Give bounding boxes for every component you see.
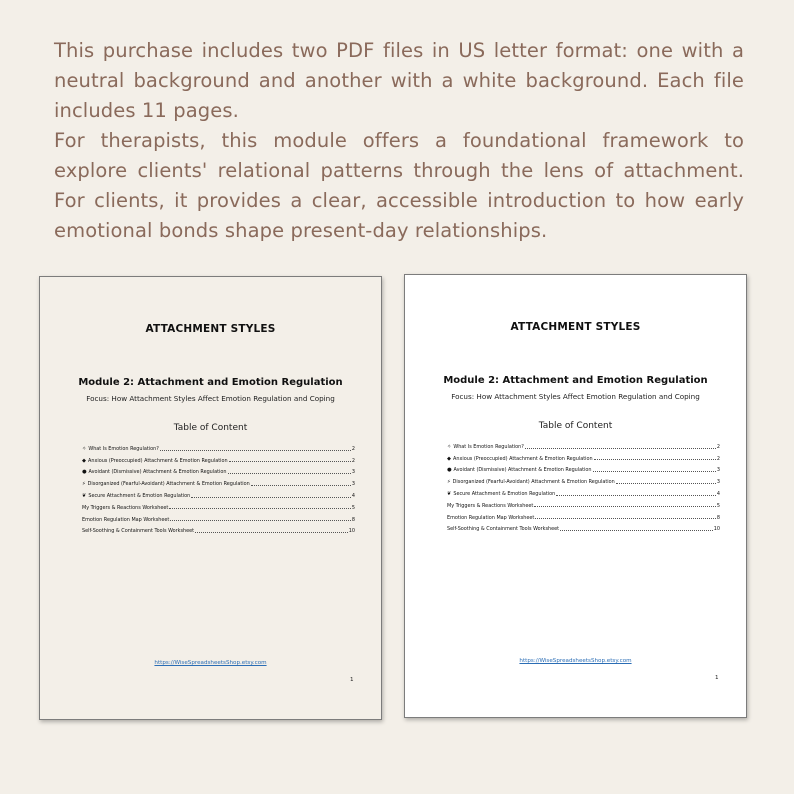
toc-item[interactable]: [447, 450, 720, 462]
toc-item-page: 2: [716, 455, 720, 462]
toc-item-page: 3: [716, 479, 720, 486]
toc-item-label: Secure Attachment & Emotion Regulation: [88, 492, 191, 499]
toc-item-page: 8: [716, 514, 720, 521]
toc-leader-dots: [228, 473, 351, 474]
diamond-icon: ◆: [447, 455, 451, 462]
pdf-page-neutral: [39, 276, 382, 720]
toc-item-page: 5: [351, 504, 355, 511]
circle-icon: ●: [447, 467, 452, 474]
page-number: 1: [350, 677, 354, 683]
intro-text: [54, 36, 744, 246]
toc-item-label: Disorganized (Fearful-Avoidant) Attachment & Emotion Regulation: [452, 479, 615, 486]
toc-item-page: 3: [351, 481, 355, 488]
toc-item-label: Avoidant (Dismissive) Attachment & Emotion Regulation: [88, 469, 227, 476]
toc-leader-dots: [160, 450, 351, 451]
intro-paragraph-1: This purchase includes two PDF files in US letter format: one with a neutral background and another with a white background. Each file includes 11 pages.: [54, 39, 744, 122]
toc-item-label: What Is Emotion Regulation?: [453, 443, 524, 450]
toc-item-label: Secure Attachment & Emotion Regulation: [453, 490, 556, 497]
toc-item-label: Emotion Regulation Map Worksheet: [82, 516, 170, 523]
toc-leader-dots: [593, 471, 716, 472]
intro-paragraph-2: For therapists, this module offers a foundational framework to explore clients' relational patterns through the lens of attachment. For clients, it provides a clear, accessible introduction to how early emotional bonds shape present-day relationships.: [54, 129, 744, 242]
toc-item[interactable]: [82, 452, 355, 464]
toc-leader-dots: [170, 520, 351, 521]
module-title: Module 2: Attachment and Emotion Regulation: [443, 375, 708, 386]
toc-item-page: 2: [716, 443, 720, 450]
lightning-icon: ⚡: [82, 481, 86, 488]
toc-item[interactable]: [447, 473, 720, 485]
toc-item-label: What Is Emotion Regulation?: [88, 445, 159, 452]
shop-link[interactable]: https://WiseSpreadsheetsShop.etsy.com: [154, 660, 267, 666]
sparkle-icon: ✧: [447, 443, 452, 450]
toc-item[interactable]: [447, 521, 720, 533]
toc-item-label: Anxious (Preoccupied) Attachment & Emotion Regulation: [88, 457, 228, 464]
toc-item[interactable]: [82, 499, 355, 511]
toc-item[interactable]: [447, 497, 720, 509]
toc-item-label: Self-Soothing & Containment Tools Worksheet: [447, 526, 560, 533]
toc-item[interactable]: [82, 464, 355, 476]
toc-item-label: Emotion Regulation Map Worksheet: [447, 514, 535, 521]
toc-item[interactable]: [82, 440, 355, 452]
toc-leader-dots: [594, 459, 716, 460]
toc-item[interactable]: [82, 523, 355, 535]
shop-link[interactable]: https://WiseSpreadsheetsShop.etsy.com: [519, 658, 632, 664]
toc-item-page: 8: [351, 516, 355, 523]
focus-subtitle: Focus: How Attachment Styles Affect Emotion Regulation and Coping: [451, 392, 700, 401]
toc-item-page: 5: [716, 502, 720, 509]
toc-item[interactable]: [447, 509, 720, 521]
diamond-icon: ◆: [82, 457, 86, 464]
lightning-icon: ⚡: [447, 479, 451, 486]
page-number: 1: [715, 675, 719, 681]
toc-leader-dots: [191, 497, 351, 498]
toc-item-label: Disorganized (Fearful-Avoidant) Attachment & Emotion Regulation: [87, 481, 250, 488]
table-of-contents: [82, 440, 355, 534]
toc-item-page: 4: [351, 492, 355, 499]
toc-leader-dots: [169, 508, 351, 509]
toc-item-page: 4: [716, 490, 720, 497]
pdf-page-white: [404, 274, 747, 718]
toc-item-page: 3: [716, 467, 720, 474]
table-of-contents: [447, 438, 720, 532]
toc-leader-dots: [525, 448, 716, 449]
toc-leader-dots: [560, 530, 713, 531]
toc-item[interactable]: [82, 475, 355, 487]
page-header: ATTACHMENT STYLES: [510, 321, 641, 333]
toc-item-label: My Triggers & Reactions Worksheet: [82, 504, 169, 511]
toc-leader-dots: [535, 518, 716, 519]
toc-item-page: 3: [351, 469, 355, 476]
toc-title: Table of Content: [173, 423, 248, 433]
toc-item-page: 2: [351, 457, 355, 464]
toc-item-label: Self-Soothing & Containment Tools Worksheet: [82, 528, 195, 535]
toc-item[interactable]: [82, 511, 355, 523]
toc-item[interactable]: [447, 438, 720, 450]
toc-title: Table of Content: [538, 421, 613, 431]
toc-item-label: Anxious (Preoccupied) Attachment & Emotion Regulation: [453, 455, 593, 462]
circle-icon: ●: [82, 469, 87, 476]
toc-item-page: 10: [713, 526, 720, 533]
toc-leader-dots: [195, 532, 348, 533]
toc-leader-dots: [229, 461, 351, 462]
toc-leader-dots: [251, 485, 351, 486]
toc-leader-dots: [556, 495, 716, 496]
toc-item-page: 2: [351, 445, 355, 452]
toc-leader-dots: [534, 506, 716, 507]
toc-item-label: Avoidant (Dismissive) Attachment & Emotion Regulation: [453, 467, 592, 474]
focus-subtitle: Focus: How Attachment Styles Affect Emotion Regulation and Coping: [86, 394, 335, 403]
toc-item[interactable]: [447, 462, 720, 474]
toc-item[interactable]: [82, 487, 355, 499]
sparkle-icon: ✧: [82, 445, 87, 452]
leaf-icon: ❦: [82, 492, 87, 499]
toc-item-label: My Triggers & Reactions Worksheet: [447, 502, 534, 509]
toc-item[interactable]: [447, 485, 720, 497]
toc-item-page: 10: [348, 528, 355, 535]
module-title: Module 2: Attachment and Emotion Regulation: [78, 377, 343, 388]
leaf-icon: ❦: [447, 490, 452, 497]
toc-leader-dots: [616, 483, 716, 484]
page-header: ATTACHMENT STYLES: [145, 323, 276, 335]
